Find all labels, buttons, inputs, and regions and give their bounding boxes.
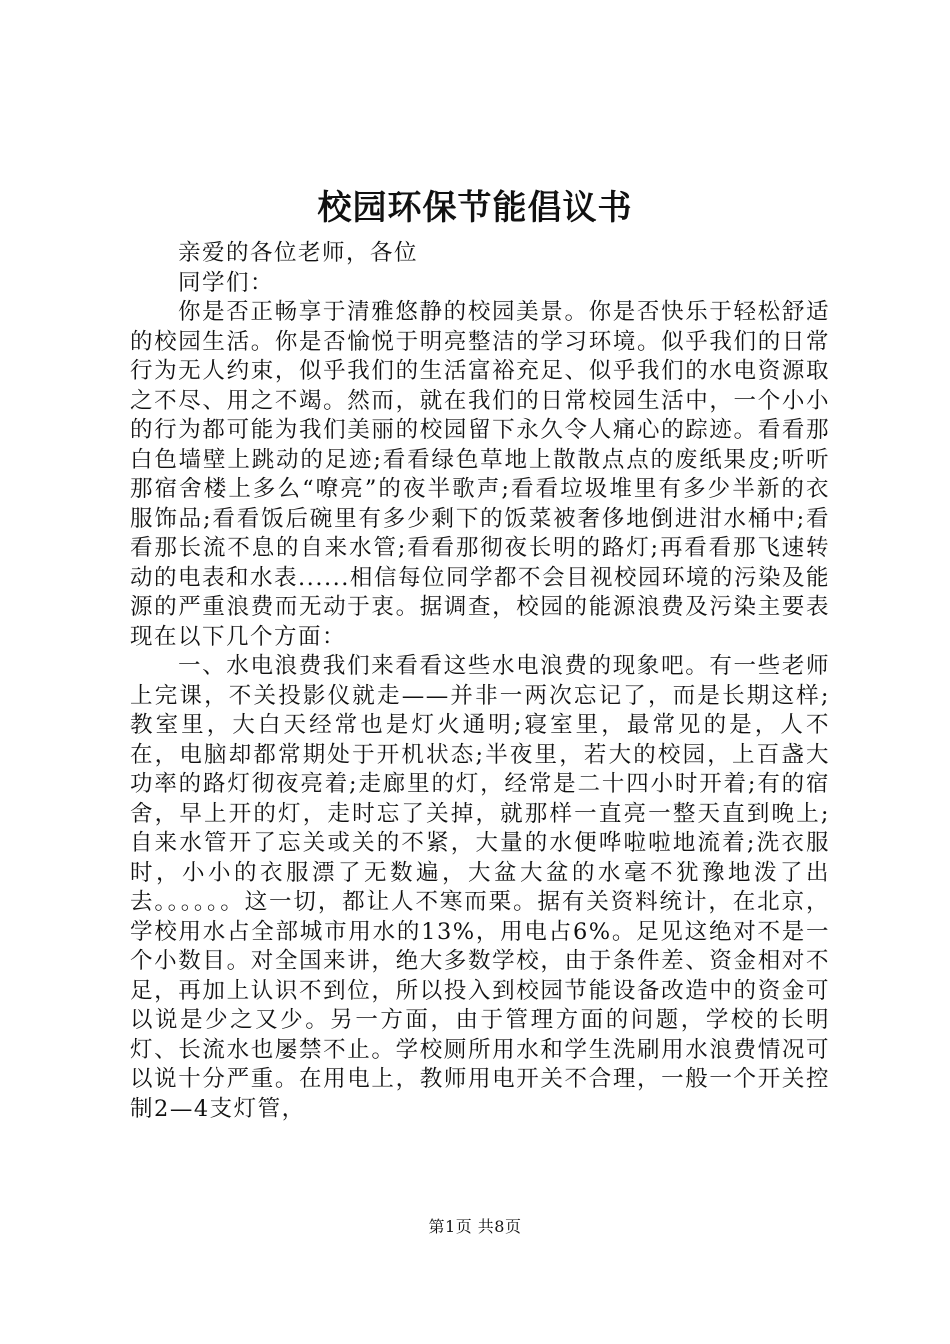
document-title: 校园环保节能倡议书	[317, 188, 633, 228]
page-number: 第1页 共8页	[428, 1217, 522, 1236]
greeting-line-1: 亲爱的各位老师，各位	[178, 240, 419, 266]
document-body	[130, 239, 830, 1124]
paragraph-water-electricity: 一、水电浪费我们来看看这些水电浪费的现象吧。有一些老师上完课，不关投影仪就走——并非一两次忘记了，而是长期这样;教室里，大白天经常也是灯火通明;寝室里，最常见的是，人不在，电脑却都常期处于开机状态;半夜里，若大的校园，上百盏大功率的路灯彻夜亮着;走廊里的灯，经常是二十四小时开着;有的宿舍，早上开的灯，走时忘了关掉，就那样一直亮一整天直到晚上;自来水管开了忘关或关的不紧，大量的水便哗啦啦地流着;洗衣服时，小小的衣服漂了无数遍，大盆大盆的水毫不犹豫地泼了出去。。。。。。这一切，都让人不寒而栗。据有关资料统计，在北京，学校用水占全部城市用水的13%，用电占6%。足见这绝对不是一个小数目。对全国来讲，绝大多数学校，由于条件差、资金相对不足，再加上认识不到位，所以投入到校园节能设备改造中的资金可以说是少之又少。另一方面，由于管理方面的问题，学校的长明灯、长流水也屡禁不止。学校厕所用水和学生洗刷用水浪费情况可以说十分严重。在用电上，教师用电开关不合理，一般一个开关控制2—4支灯管，	[130, 653, 830, 1122]
greeting-line-2: 同学们：	[178, 269, 275, 296]
paragraph-intro: 你是否正畅享于清雅悠静的校园美景。你是否快乐于轻松舒适的校园生活。你是否愉悦于明亮整洁的学习环境。似乎我们的日常行为无人约束，似乎我们的生活富裕充足、似乎我们的水电资源取之不尽、用之不竭。然而，就在我们的日常校园生活中，一个小小的行为都可能为我们美丽的校园留下永久令人痛心的踪迹。看看那白色墙壁上跳动的足迹;看看绿色草地上散散点点的废纸果皮;听听那宿舍楼上多么“嘹亮”的夜半歌声;看看垃圾堆里有多少半新的衣服饰品;看看饭后碗里有多少剩下的饭菜被奢侈地倒进泔水桶中;看看那长流不息的自来水管;看看那彻夜长明的路灯;再看看那飞速转动的电表和水表......相信每位同学都不会目视校园环境的污染及能源的严重浪费而无动于衷。据调查，校园的能源浪费及污染主要表现在以下几个方面：	[130, 299, 830, 650]
